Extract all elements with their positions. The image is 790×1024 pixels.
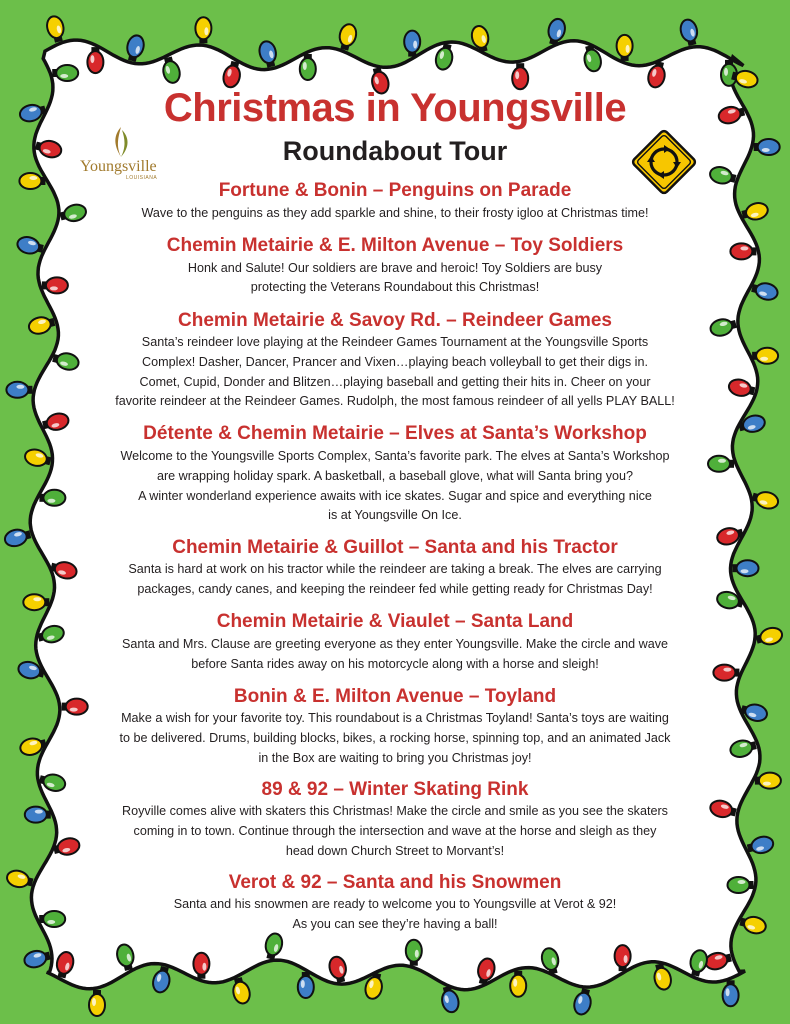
section-1-title: Fortune & Bonin – Penguins on Parade [218, 180, 572, 201]
section-4-title: Détente & Chemin Metairie – Elves at Santa’s Workshop [143, 423, 647, 444]
section-7-line-1: Make a wish for your favorite toy. This roundabout is a Christmas Toyland! Santa’s toys are waiting [121, 711, 669, 725]
page-title: Christmas in Youngsville [163, 86, 627, 130]
section-5-line-2: packages, candy canes, and keeping the reindeer fed while getting ready for Christmas Day! [137, 582, 653, 596]
section-3-line-4: favorite reindeer at the Reindeer Games. Rudolph, the most famous reindeer of all yells PLAY BALL! [115, 394, 675, 408]
section-6-line-1: Santa and Mrs. Clause are greeting everyone as they enter Youngsville. Make the circle and wave [121, 637, 669, 651]
section-4-line-2: are wrapping holiday spark. A basketball, a baseball glove, what will Santa bring you? [156, 469, 634, 483]
section-8-line-2: coming in to town. Continue through the intersection and wave at the horse and sleigh as they [133, 824, 657, 838]
section-2-line-2: protecting the Veterans Roundabout this Christmas! [250, 280, 540, 294]
section-9-line-1: Santa and his snowmen are ready to welcome you to Youngsville at Verot & 92! [173, 897, 617, 911]
section-7-title: Bonin & E. Milton Avenue – Toyland [233, 686, 557, 707]
section-4-line-3: A winter wonderland experience awaits with ice skates. Sugar and spice and everything nice [138, 489, 652, 503]
section-1-line-1: Wave to the penguins as they add sparkle and shine, to their frosty igloo at Christmas time! [141, 206, 649, 220]
section-3-line-3: Comet, Cupid, Donder and Blitzen…playing baseball and getting their hits in. Cheer on your [139, 375, 651, 389]
page-subtitle: Roundabout Tour [282, 136, 508, 166]
logo-text: Youngsville [80, 158, 157, 175]
youngsville-logo [72, 124, 172, 184]
section-8-line-1: Royville comes alive with skaters this Christmas! Make the circle and smile as you see the skaters [122, 804, 668, 818]
section-9-title: Verot & 92 – Santa and his Snowmen [228, 872, 562, 893]
section-3-line-1: Santa’s reindeer love playing at the Reindeer Games Tournament at the Youngsville Sports [141, 335, 649, 349]
section-6-line-2: before Santa rides away on his motorcycle along with a horse and sleigh! [191, 657, 599, 671]
section-6-title: Chemin Metairie & Viaulet – Santa Land [216, 611, 574, 632]
section-3-title: Chemin Metairie & Savoy Rd. – Reindeer Games [178, 310, 612, 331]
section-4-line-1: Welcome to the Youngsville Sports Complex, Santa’s favorite park. The elves at Santa’s Workshop [120, 449, 670, 463]
section-2-line-1: Honk and Salute! Our soldiers are brave and heroic! Toy Soldiers are busy [187, 261, 603, 275]
section-4-line-4: is at Youngsville On Ice. [328, 508, 462, 522]
section-5-line-1: Santa is hard at work on his tractor while the reindeer are taking a break. The elves are carrying [128, 562, 662, 576]
section-3-line-2: Complex! Dasher, Dancer, Prancer and Vixen…playing beach volleyball to get their digs in. [142, 355, 648, 369]
section-7-line-3: in the Box are waiting to bring you Christmas joy! [258, 751, 532, 765]
section-7-line-2: to be delivered. Drums, building blocks, bikes, a rocking horse, spinning top, and an animated Jack [119, 731, 671, 745]
section-5-title: Chemin Metairie & Guillot – Santa and his Tractor [172, 537, 618, 558]
section-8-line-3: head down Church Street to Morvant’s! [285, 844, 505, 858]
section-2-title: Chemin Metairie & E. Milton Avenue – Toy Soldiers [166, 235, 624, 256]
flame-leaf-icon [110, 126, 132, 158]
section-8-title: 89 & 92 – Winter Skating Rink [261, 779, 529, 800]
section-9-line-2: As you can see they’re having a ball! [292, 917, 498, 931]
logo-subtext: LOUISIANA [126, 175, 158, 181]
